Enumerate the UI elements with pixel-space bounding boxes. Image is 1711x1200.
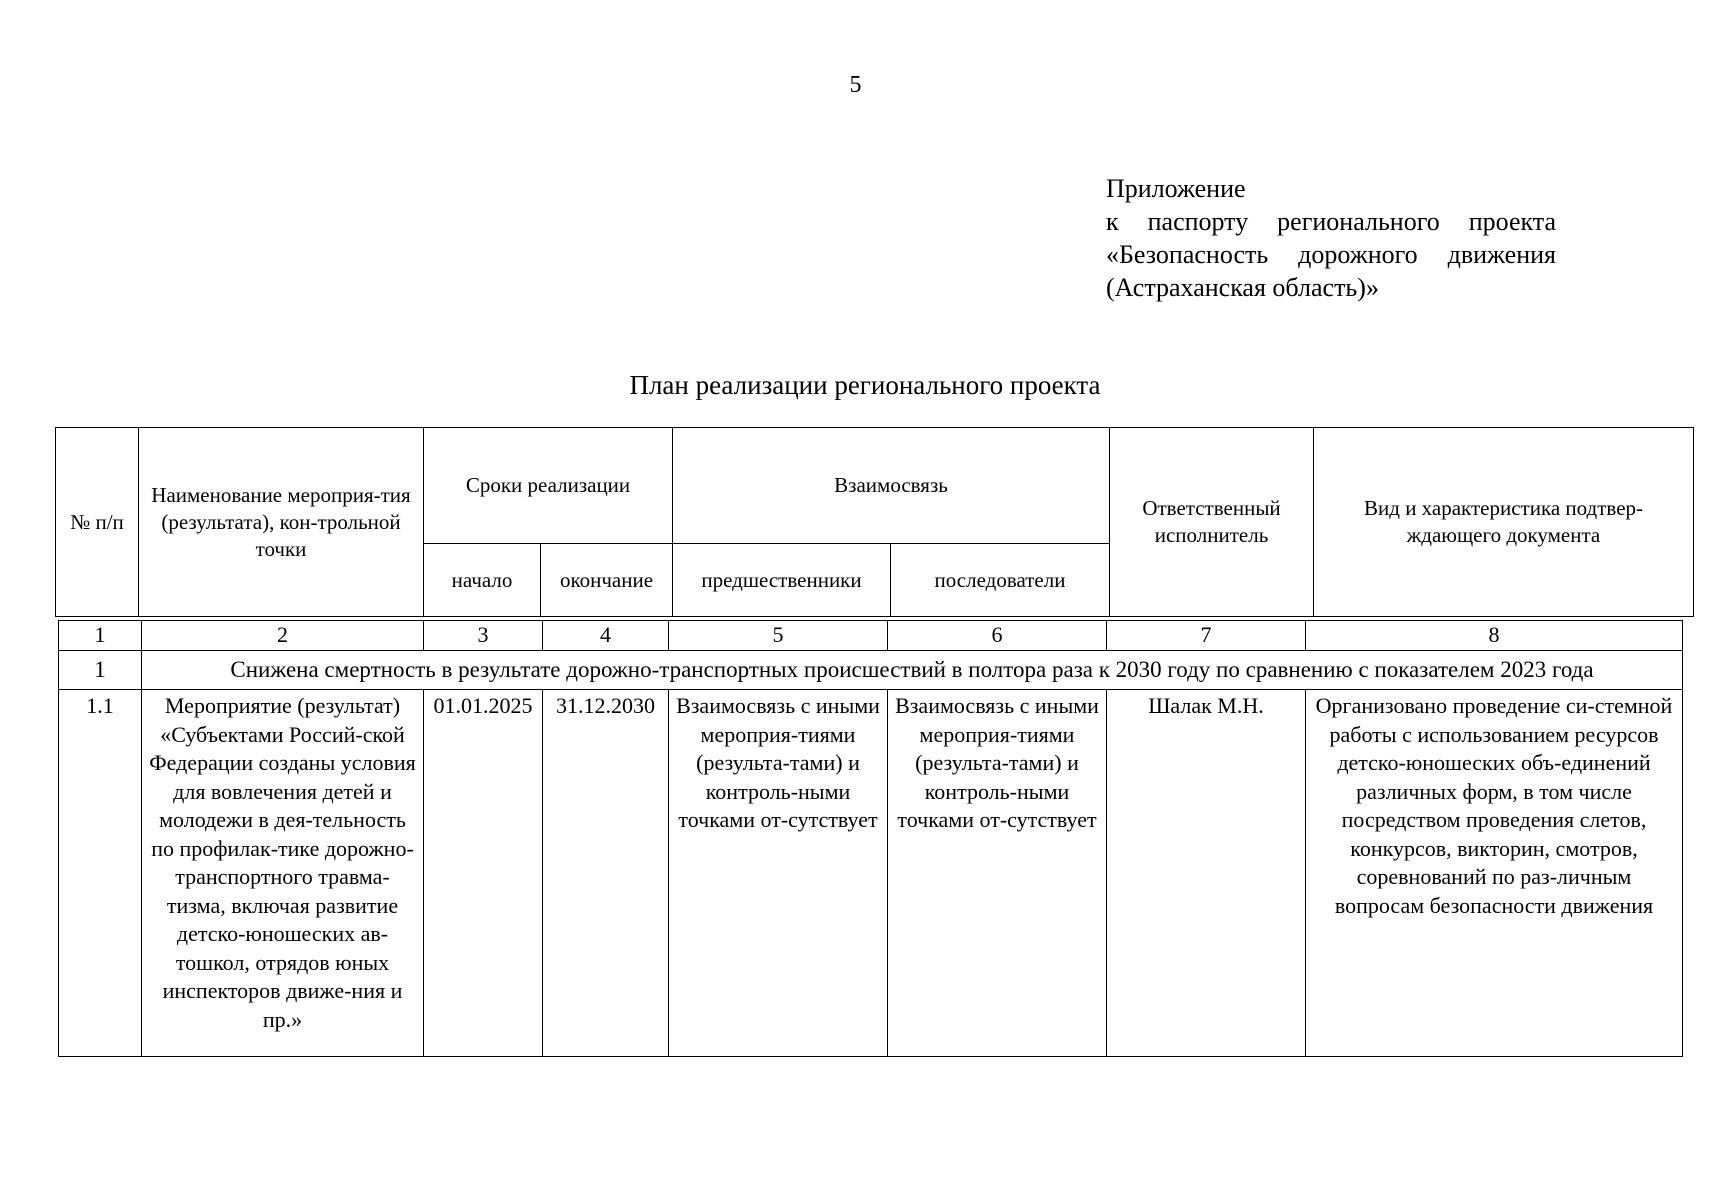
header-col-doc: Вид и характеристика подтвер-ждающего документа (1314, 428, 1694, 617)
item-number: 1.1 (59, 690, 142, 1057)
header-col-num: № п/п (56, 428, 139, 617)
section-title: Снижена смертность в результате дорожно-транспортных происшествий в полтора раза к 2030 году по сравнению с показателем 2023 года (142, 651, 1683, 690)
header-col-end: окончание (541, 544, 673, 617)
appendix-block (1106, 172, 1556, 304)
item-start-date: 01.01.2025 (424, 690, 543, 1057)
header-col-pred: предшественники (673, 544, 891, 617)
column-number: 8 (1306, 621, 1683, 651)
table-header (55, 427, 1694, 617)
appendix-line-4: (Астраханская область)» (1106, 273, 1379, 302)
table-row (59, 690, 1683, 1057)
column-number: 2 (142, 621, 424, 651)
column-number: 7 (1107, 621, 1306, 651)
header-col-dates: Сроки реализации (424, 428, 673, 544)
item-document: Организовано проведение си-стемной работы с использованием ресурсов детско-юношеских объ-единений различных форм, в том числе посредством проведения слетов, конкурсов, викторин, смотров, соревнований по раз-личным вопросам безопасности движения (1306, 690, 1683, 1057)
column-numbers-row (59, 621, 1683, 651)
item-predecessors: Взаимосвязь с иными мероприя-тиями (результа-тами) и контроль-ными точками от-сутствует (669, 690, 888, 1057)
header-col-resp: Ответственный исполнитель (1110, 428, 1314, 617)
plan-title: План реализации регионального проекта (629, 370, 1101, 400)
column-number: 4 (543, 621, 669, 651)
column-number: 3 (424, 621, 543, 651)
header-col-start: начало (424, 544, 541, 617)
section-row (59, 651, 1683, 690)
appendix-line-3: «Безопасность дорожного движения (1106, 240, 1556, 269)
appendix-line-2: к паспорту регионального проекта (1106, 207, 1556, 236)
page-number: 5 (849, 72, 862, 98)
item-successors: Взаимосвязь с иными мероприя-тиями (результа-тами) и контроль-ными точками от-сутствует (888, 690, 1107, 1057)
header-col-link: Взаимосвязь (673, 428, 1110, 544)
item-responsible: Шалак М.Н. (1107, 690, 1306, 1057)
header-col-name: Наименование мероприя-тия (результата), кон-трольной точки (139, 428, 424, 617)
column-number: 5 (669, 621, 888, 651)
item-name: Мероприятие (результат) «Субъектами Россий-ской Федерации созданы условия для вовлечения детей и молодежи в дея-тельность по профилак-тике дорожно-транспортного травма-тизма, включая развитие детско-юношеских ав-тошкол, отрядов юных инспекторов движе-ния и пр.» (142, 690, 424, 1057)
table-body (58, 620, 1683, 1057)
item-end-date: 31.12.2030 (543, 690, 669, 1057)
section-number: 1 (59, 651, 142, 690)
column-number: 6 (888, 621, 1107, 651)
appendix-line-1: Приложение (1106, 174, 1246, 203)
column-number: 1 (59, 621, 142, 651)
header-col-succ: последователи (891, 544, 1110, 617)
